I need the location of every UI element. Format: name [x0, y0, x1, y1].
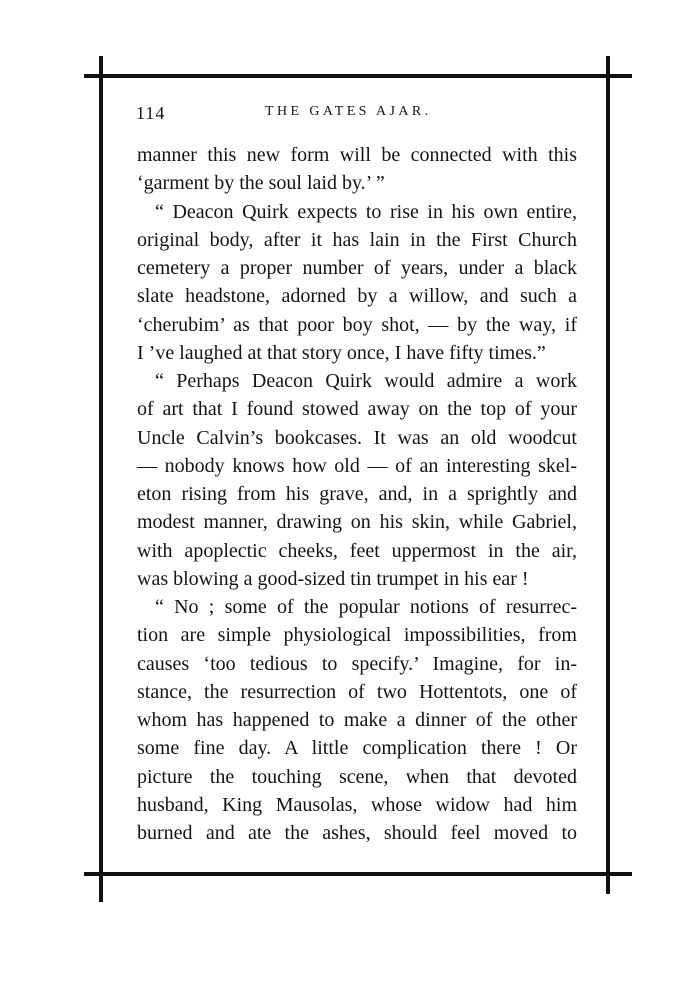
- text-line: whom has happened to make a dinner of the other: [137, 709, 577, 731]
- text-line: original body, after it has lain in the First Church: [137, 228, 577, 251]
- text-line: ‘cherubim’ as that poor boy shot, — by the way, if: [137, 313, 577, 336]
- text-line: with apoplectic cheeks, feet uppermost in the air,: [137, 539, 577, 562]
- frame-rule-left: [99, 56, 103, 902]
- text-line: cemetery a proper number of years, under a black: [137, 257, 577, 279]
- text-line: was blowing a good-sized tin trumpet in his ear !: [137, 567, 529, 590]
- frame-rule-right: [606, 56, 610, 894]
- text-line: slate headstone, adorned by a willow, and such a: [137, 285, 577, 308]
- text-line: manner this new form will be connected with this: [137, 144, 577, 166]
- frame-rule-top: [84, 74, 632, 78]
- page-number: 114: [136, 103, 166, 123]
- text-line: causes ‘too tedious to specify.’ Imagine, for in-: [137, 652, 577, 675]
- text-line: Uncle Calvin’s bookcases. It was an old woodcut: [137, 426, 577, 449]
- text-line: — nobody knows how old — of an interesting skel-: [137, 454, 577, 477]
- text-line: of art that I found stowed away on the top of your: [137, 398, 577, 421]
- body-text: [137, 141, 577, 847]
- text-line: I ’ve laughed at that story once, I have fifty times.”: [137, 341, 546, 364]
- text-line: stance, the resurrection of two Hottentots, one of: [137, 680, 577, 703]
- text-line: ‘garment by the soul laid by.’ ”: [137, 172, 385, 195]
- text-line: “ Perhaps Deacon Quirk would admire a work: [155, 370, 577, 392]
- text-line: “ No ; some of the popular notions of resurrec-: [155, 596, 577, 618]
- frame-rule-bottom: [84, 872, 632, 876]
- text-line: modest manner, drawing on his skin, while Gabriel,: [137, 511, 577, 534]
- text-line: “ Deacon Quirk expects to rise in his own entire,: [155, 200, 577, 223]
- running-title: THE GATES AJAR.: [265, 104, 432, 119]
- text-line: eton rising from his grave, and, in a sprightly and: [137, 483, 577, 505]
- text-line: picture the touching scene, when that devoted: [137, 765, 577, 788]
- text-line: husband, King Mausolas, whose widow had him: [137, 793, 577, 816]
- text-line: some fine day. A little complication there ! Or: [137, 737, 577, 760]
- text-line: tion are simple physiological impossibilities, from: [137, 624, 577, 647]
- text-line: burned and ate the ashes, should feel moved to: [137, 822, 577, 844]
